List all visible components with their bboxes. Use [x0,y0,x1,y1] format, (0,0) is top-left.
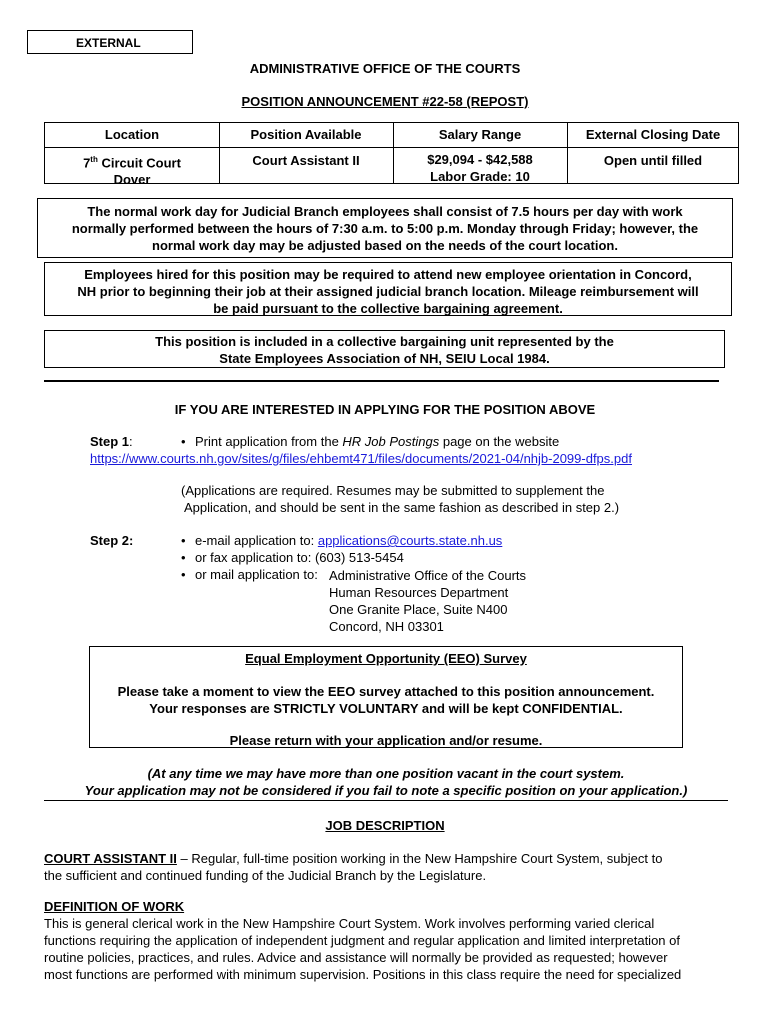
eeo-title: Equal Employment Opportunity (EEO) Survey [245,651,527,666]
bargaining-unit-notice: This position is included in a collective bargaining unit represented by the State Employees Association of NH, SEIU Local 1984. [44,330,725,368]
cell-position: Court Assistant II [252,153,360,168]
mail-bullet: • or mail application to: [195,567,318,582]
job-description-heading: JOB DESCRIPTION [325,818,445,833]
orientation-notice: Employees hired for this position may be required to attend new employee orientation in Concord, NH prior to beginning their job at their assigned judicial branch location. Mileage reimbursement will be paid pursuant to the collective bargaining agreement. [44,262,732,316]
email-bullet: • e-mail application to: applications@courts.state.nh.us [195,533,502,548]
position-description: COURT ASSISTANT II – Regular, full-time position working in the New Hampshire Court System, subject to the sufficient and continued funding of the Judicial Branch by the Legislature. [44,851,663,883]
step1-bullet: • Print application from the HR Job Postings page on the website [195,434,559,449]
fax-bullet: • or fax application to: (603) 513-5454 [195,550,404,565]
step1-label: Step 1: [90,434,133,449]
vacancy-note: (At any time we may have more than one position vacant in the court system. Your application may not be considered if you fail to note a specific position on your application.) [44,765,728,801]
step1-note: (Applications are required. Resumes may be submitted to supplement the Application, and should be sent in the same fashion as described in step 2.) [181,483,620,515]
email-link[interactable]: applications@courts.state.nh.us [317,533,503,548]
header-salary: Salary Range [438,127,522,142]
cell-salary: $29,094 - $42,588 Labor Grade: 10 [427,152,533,184]
external-tag: EXTERNAL [27,30,193,54]
cell-location: 7th Circuit Court Dover [83,155,181,188]
apply-heading: IF YOU ARE INTERESTED IN APPLYING FOR THE POSITION ABOVE [174,402,596,417]
office-heading: ADMINISTRATIVE OFFICE OF THE COURTS [249,61,521,76]
step2-label: Step 2: [90,533,134,548]
definition-heading: DEFINITION OF WORK [44,899,185,914]
eeo-line3: Please return with your application and/or resume. [229,733,543,748]
eeo-line2: Your responses are STRICTLY VOLUNTARY and will be kept CONFIDENTIAL. [149,701,623,716]
position-table [44,122,739,188]
eeo-line1: Please take a moment to view the EEO survey attached to this position announcement. [117,684,655,699]
workday-notice: The normal work day for Judicial Branch employees shall consist of 7.5 hours per day with work normally performed between the hours of 7:30 a.m. to 5:00 p.m. Monday through Friday; however, the normal work day may be adjusted based on the needs of the court location. [37,198,733,258]
cell-closing: Open until filled [603,153,703,168]
definition-text: This is general clerical work in the New Hampshire Court System. Work involves performing varied clerical functions requiring the application of independent judgment and regular application and limited interpretation of routine policies, practices, and rules. Advice and assistance will normally be provided as requested; however most functions are performed with minimum supervision. Positions in this class require the need for specialized [44,916,682,982]
section-divider [44,380,719,382]
mailing-address: Administrative Office of the Courts Human Resources Department One Granite Place, Suite N400 Concord, NH 03301 [329,568,527,634]
header-position: Position Available [250,127,362,142]
application-link[interactable]: https://www.courts.nh.gov/sites/g/files/ehbemt471/files/documents/2021-04/nhjb-2099-dfps.pdf [90,451,632,466]
header-closing: External Closing Date [585,127,721,142]
eeo-box [89,646,683,748]
header-location: Location [104,127,160,142]
announcement-heading: POSITION ANNOUNCEMENT #22-58 (REPOST) [241,94,529,109]
